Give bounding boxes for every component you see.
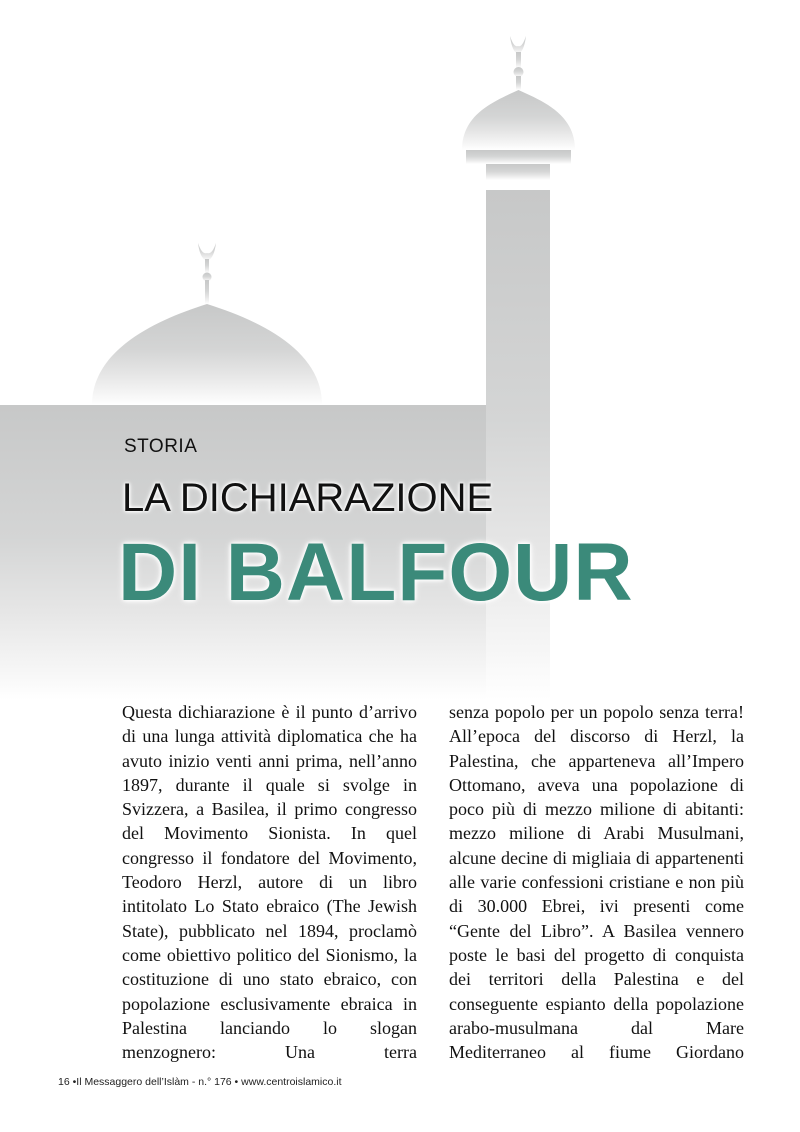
article-column-left: Questa dichiarazione è il punto d’arrivo di una lunga attività diplomatica che ha avuto inizio venti anni prima, nell’anno 1897, durante il quale si svolge in Svizzera, a Basilea, il primo congresso del Movimento Sionista. In quel congresso il fondatore del Movimento, Teodoro Herzl, autore di un libro intitolato Lo Stato ebraico (The Jewish State), pubblicato nel 1894, proclamò come obiettivo politico del Sionismo, la costituzione di uno stato ebraico, con popolazione esclusivamente ebraica in Palestina lanciando lo slogan menzognero: Una terra [122,702,417,1063]
page-number: 16 [58,1076,70,1088]
website-link[interactable]: www.centroislamico.it [241,1076,342,1088]
article-title-line2: DI BALFOUR [118,527,634,618]
page-footer [58,1076,342,1088]
publication-name: •Il Messaggero dell’Islàm - n.° 176 • [72,1076,239,1088]
article-column-right: senza popolo per un popolo senza terra! All’epoca del discorso di Herzl, la Palestina, che apparteneva all’Impero Ottomano, aveva una popolazione di poco più di mezzo milione di abitanti: mezzo milione di Arabi Musulmani, alcune decine di migliaia di appartenenti alle varie confessioni cristiane e non più di 30.000 Ebrei, ivi presenti come “Gente del Libro”. A Basilea vennero poste le basi del progetto di conquista dei territori della Palestina e del conseguente espianto della popolazione arabo-musulmana dal Mare Mediterraneo al fiume Giordano [449,702,744,1063]
article-title-line1: LA DICHIARAZIONE [122,476,494,520]
section-label: STORIA [124,436,198,457]
